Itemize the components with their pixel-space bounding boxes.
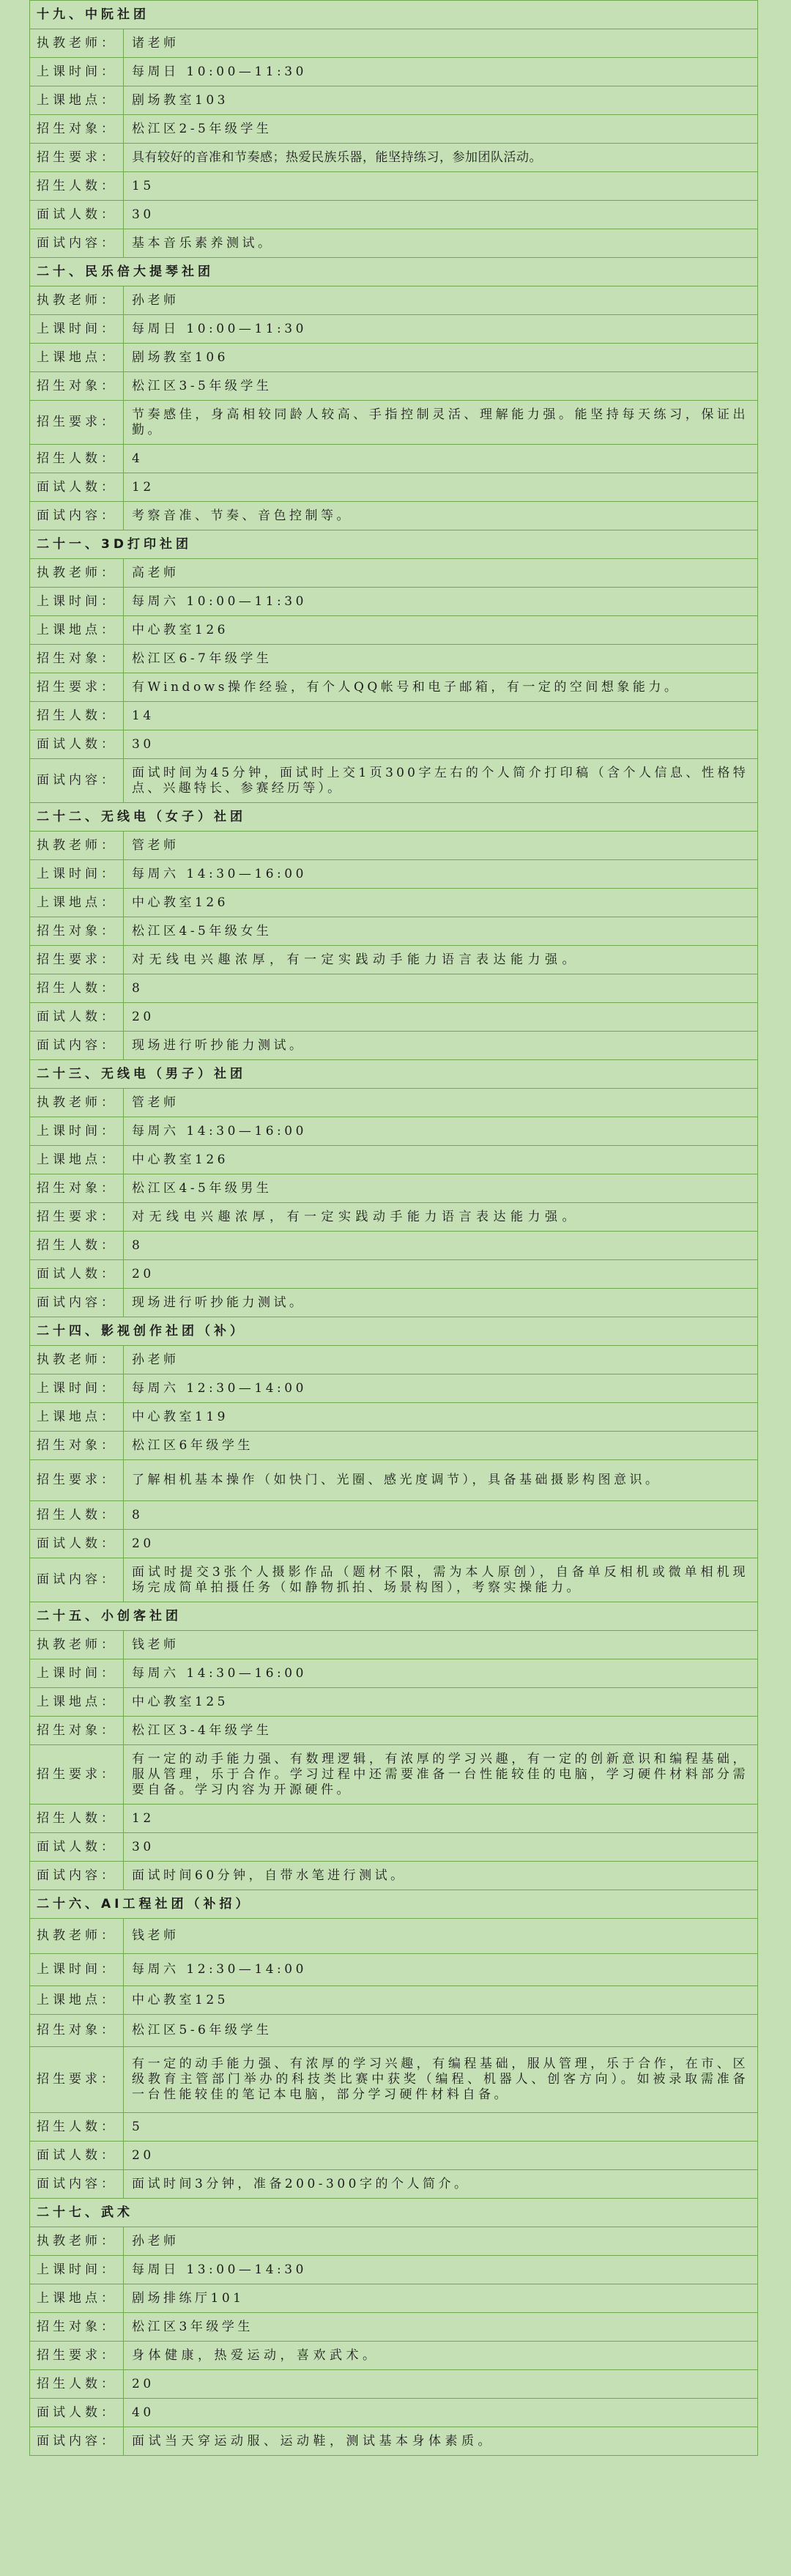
class-time-value: 每周日 10:00—11:30: [124, 58, 758, 86]
class-time-value: 每周六 14:30—16:00: [124, 1659, 758, 1688]
enrollment-target-value: 松江区5-6年级学生: [124, 2015, 758, 2047]
enrollment-requirements-value: 具有较好的音准和节奏感；热爱民族乐器，能坚持练习，参加团队活动。: [124, 144, 758, 172]
table-row: [30, 1558, 758, 1602]
interview-count-value: 12: [124, 473, 758, 502]
section-title: 二十七、武术: [30, 2199, 758, 2227]
teacher-label: 执教老师：: [30, 1631, 124, 1659]
teacher-value: 钱老师: [124, 1631, 758, 1659]
class-location-value: 中心教室126: [124, 889, 758, 917]
class-location-value: 中心教室126: [124, 1146, 758, 1174]
club-listing-table: [29, 0, 758, 2456]
interview-count-value: 20: [124, 1530, 758, 1558]
interview-count-label: 面试人数：: [30, 730, 124, 759]
interview-count-label: 面试人数：: [30, 2142, 124, 2170]
interview-count-value: 20: [124, 1260, 758, 1289]
table-row: [30, 1403, 758, 1432]
enrollment-target-label: 招生对象：: [30, 372, 124, 401]
section-title: 二十一、3D打印社团: [30, 530, 758, 559]
enrollment-requirements-label: 招生要求：: [30, 2047, 124, 2113]
interview-content-value: 面试时提交3张个人摄影作品（题材不限，需为本人原创），自备单反相机或微单相机现场完成简单拍摄任务（如静物抓拍、场景构图），考察实操能力。: [124, 1558, 758, 1602]
table-row: [30, 401, 758, 445]
interview-content-value: 考察音准、节奏、音色控制等。: [124, 502, 758, 530]
interview-count-value: 20: [124, 1003, 758, 1032]
class-location-label: 上课地点：: [30, 1688, 124, 1717]
table-row: [30, 1346, 758, 1374]
table-row: [30, 1146, 758, 1174]
table-row: [30, 1745, 758, 1805]
enrollment-target-label: 招生对象：: [30, 2313, 124, 2342]
table-row: [30, 86, 758, 115]
interview-content-label: 面试内容：: [30, 1032, 124, 1060]
table-row: [30, 1117, 758, 1146]
enrollment-requirements-value: 有一定的动手能力强、有数理逻辑，有浓厚的学习兴趣，有一定的创新意识和编程基础，服从管理，乐于合作。学习过程中还需要准备一台性能较佳的电脑，学习硬件材料部分需要自备。学习内容为开源硬件。: [124, 1745, 758, 1805]
enrollment-count-label: 招生人数：: [30, 702, 124, 730]
section-title: 二十五、小创客社团: [30, 1602, 758, 1631]
table-row: [30, 917, 758, 946]
interview-content-label: 面试内容：: [30, 1558, 124, 1602]
interview-content-label: 面试内容：: [30, 2170, 124, 2199]
table-row: [30, 2284, 758, 2313]
enrollment-target-value: 松江区3年级学生: [124, 2313, 758, 2342]
class-location-value: 剧场教室106: [124, 344, 758, 372]
table-row: [30, 559, 758, 588]
class-time-label: 上课时间：: [30, 860, 124, 889]
table-row: [30, 2427, 758, 2456]
interview-count-label: 面试人数：: [30, 1530, 124, 1558]
table-row: [30, 473, 758, 502]
enrollment-target-label: 招生对象：: [30, 115, 124, 144]
table-row: [30, 286, 758, 315]
table-row: [30, 1833, 758, 1862]
section-title: 二十二、无线电（女子）社团: [30, 803, 758, 832]
table-row: [30, 2015, 758, 2047]
section-header: [30, 1060, 758, 1089]
enrollment-target-value: 松江区4-5年级女生: [124, 917, 758, 946]
table-row: [30, 673, 758, 702]
interview-content-label: 面试内容：: [30, 1862, 124, 1890]
enrollment-count-label: 招生人数：: [30, 1232, 124, 1260]
enrollment-target-value: 松江区6-7年级学生: [124, 645, 758, 673]
table-row: [30, 1432, 758, 1460]
enrollment-target-value: 松江区2-5年级学生: [124, 115, 758, 144]
table-row: [30, 445, 758, 473]
enrollment-count-value: 15: [124, 172, 758, 201]
table-row: [30, 759, 758, 803]
enrollment-count-value: 8: [124, 974, 758, 1003]
enrollment-requirements-value: 了解相机基本操作（如快门、光圈、感光度调节），具备基础摄影构图意识。: [124, 1460, 758, 1501]
table-row: [30, 1717, 758, 1745]
section-header: [30, 1602, 758, 1631]
section-title: 二十、民乐倍大提琴社团: [30, 258, 758, 286]
interview-count-label: 面试人数：: [30, 1833, 124, 1862]
class-time-label: 上课时间：: [30, 1117, 124, 1146]
table-row: [30, 1003, 758, 1032]
class-time-label: 上课时间：: [30, 315, 124, 344]
table-row: [30, 2170, 758, 2199]
class-location-label: 上课地点：: [30, 616, 124, 645]
enrollment-target-label: 招生对象：: [30, 1432, 124, 1460]
enrollment-count-value: 4: [124, 445, 758, 473]
teacher-label: 执教老师：: [30, 832, 124, 860]
enrollment-requirements-value: 对无线电兴趣浓厚，有一定实践动手能力语言表达能力强。: [124, 1203, 758, 1232]
table-row: [30, 1688, 758, 1717]
class-location-value: 中心教室125: [124, 1986, 758, 2015]
enrollment-requirements-value: 对无线电兴趣浓厚，有一定实践动手能力语言表达能力强。: [124, 946, 758, 974]
enrollment-requirements-value: 节奏感佳，身高相较同龄人较高、手指控制灵活、理解能力强。能坚持每天练习，保证出勤。: [124, 401, 758, 445]
interview-content-value: 现场进行听抄能力测试。: [124, 1032, 758, 1060]
enrollment-requirements-label: 招生要求：: [30, 1203, 124, 1232]
table-row: [30, 832, 758, 860]
table-row: [30, 229, 758, 258]
enrollment-requirements-value: 有一定的动手能力强、有浓厚的学习兴趣，有编程基础，服从管理，乐于合作，在市、区级教育主管部门举办的科技类比赛中获奖（编程、机器人、创客方向）。如被录取需准备一台性能较佳的笔记本电脑，部分学习硬件材料自备。: [124, 2047, 758, 2113]
table-row: [30, 889, 758, 917]
section-title: 二十六、AI工程社团（补招）: [30, 1890, 758, 1919]
teacher-label: 执教老师：: [30, 1919, 124, 1954]
table-row: [30, 1501, 758, 1530]
interview-count-value: 30: [124, 730, 758, 759]
table-row: [30, 172, 758, 201]
enrollment-target-value: 松江区4-5年级男生: [124, 1174, 758, 1203]
teacher-label: 执教老师：: [30, 559, 124, 588]
enrollment-requirements-value: 身体健康，热爱运动，喜欢武术。: [124, 2342, 758, 2370]
enrollment-target-value: 松江区6年级学生: [124, 1432, 758, 1460]
table-row: [30, 2256, 758, 2284]
enrollment-target-value: 松江区3-5年级学生: [124, 372, 758, 401]
class-location-label: 上课地点：: [30, 2284, 124, 2313]
table-row: [30, 1919, 758, 1954]
table-row: [30, 2227, 758, 2256]
class-time-value: 每周六 12:30—14:00: [124, 1374, 758, 1403]
table-row: [30, 58, 758, 86]
enrollment-target-value: 松江区3-4年级学生: [124, 1717, 758, 1745]
class-location-label: 上课地点：: [30, 1146, 124, 1174]
section-title: 十九、中阮社团: [30, 1, 758, 29]
table-row: [30, 315, 758, 344]
teacher-value: 孙老师: [124, 2227, 758, 2256]
section-header: [30, 1317, 758, 1346]
table-row: [30, 201, 758, 229]
interview-count-label: 面试人数：: [30, 201, 124, 229]
table-row: [30, 1986, 758, 2015]
interview-content-value: 面试时间60分钟，自带水笔进行测试。: [124, 1862, 758, 1890]
table-row: [30, 2313, 758, 2342]
table-row: [30, 730, 758, 759]
enrollment-requirements-label: 招生要求：: [30, 673, 124, 702]
class-time-value: 每周六 14:30—16:00: [124, 1117, 758, 1146]
section-header: [30, 803, 758, 832]
teacher-value: 孙老师: [124, 1346, 758, 1374]
class-location-value: 中心教室119: [124, 1403, 758, 1432]
enrollment-count-value: 8: [124, 1232, 758, 1260]
section-header: [30, 258, 758, 286]
table-row: [30, 860, 758, 889]
table-row: [30, 29, 758, 58]
section-header: [30, 1, 758, 29]
interview-content-value: 面试时间为45分钟，面试时上交1页300字左右的个人简介打印稿（含个人信息、性格特点、兴趣特长、参赛经历等）。: [124, 759, 758, 803]
table-row: [30, 1631, 758, 1659]
teacher-value: 高老师: [124, 559, 758, 588]
class-location-label: 上课地点：: [30, 344, 124, 372]
table-row: [30, 1289, 758, 1317]
teacher-value: 管老师: [124, 832, 758, 860]
enrollment-requirements-label: 招生要求：: [30, 2342, 124, 2370]
table-row: [30, 1374, 758, 1403]
section-title: 二十三、无线电（男子）社团: [30, 1060, 758, 1089]
table-row: [30, 1260, 758, 1289]
table-row: [30, 1032, 758, 1060]
interview-count-value: 30: [124, 1833, 758, 1862]
table-row: [30, 1460, 758, 1501]
teacher-value: 管老师: [124, 1089, 758, 1117]
table-row: [30, 1174, 758, 1203]
class-location-value: 中心教室126: [124, 616, 758, 645]
class-time-value: 每周日 13:00—14:30: [124, 2256, 758, 2284]
teacher-label: 执教老师：: [30, 286, 124, 315]
interview-count-label: 面试人数：: [30, 473, 124, 502]
table-row: [30, 1659, 758, 1688]
table-row: [30, 502, 758, 530]
interview-content-value: 基本音乐素养测试。: [124, 229, 758, 258]
enrollment-count-label: 招生人数：: [30, 1805, 124, 1833]
enrollment-requirements-label: 招生要求：: [30, 1460, 124, 1501]
table-row: [30, 2142, 758, 2170]
class-time-label: 上课时间：: [30, 58, 124, 86]
teacher-value: 钱老师: [124, 1919, 758, 1954]
interview-count-label: 面试人数：: [30, 1260, 124, 1289]
class-location-value: 中心教室125: [124, 1688, 758, 1717]
class-location-label: 上课地点：: [30, 889, 124, 917]
teacher-label: 执教老师：: [30, 2227, 124, 2256]
class-time-value: 每周六 12:30—14:00: [124, 1954, 758, 1986]
table-row: [30, 1805, 758, 1833]
table-row: [30, 144, 758, 172]
class-time-value: 每周日 10:00—11:30: [124, 315, 758, 344]
enrollment-count-value: 8: [124, 1501, 758, 1530]
enrollment-requirements-label: 招生要求：: [30, 1745, 124, 1805]
class-time-label: 上课时间：: [30, 1374, 124, 1403]
enrollment-target-label: 招生对象：: [30, 2015, 124, 2047]
club-table: [29, 0, 758, 2456]
enrollment-count-label: 招生人数：: [30, 2370, 124, 2399]
table-row: [30, 616, 758, 645]
enrollment-requirements-label: 招生要求：: [30, 144, 124, 172]
teacher-label: 执教老师：: [30, 1089, 124, 1117]
table-row: [30, 372, 758, 401]
interview-count-value: 30: [124, 201, 758, 229]
enrollment-target-label: 招生对象：: [30, 1717, 124, 1745]
teacher-value: 诸老师: [124, 29, 758, 58]
interview-content-label: 面试内容：: [30, 1289, 124, 1317]
enrollment-target-label: 招生对象：: [30, 1174, 124, 1203]
table-row: [30, 1862, 758, 1890]
class-time-label: 上课时间：: [30, 1954, 124, 1986]
class-location-value: 剧场排练厅101: [124, 2284, 758, 2313]
class-location-label: 上课地点：: [30, 86, 124, 115]
interview-count-value: 40: [124, 2399, 758, 2427]
enrollment-count-label: 招生人数：: [30, 172, 124, 201]
table-row: [30, 1954, 758, 1986]
table-row: [30, 702, 758, 730]
enrollment-count-value: 12: [124, 1805, 758, 1833]
table-row: [30, 2399, 758, 2427]
interview-content-label: 面试内容：: [30, 759, 124, 803]
interview-count-label: 面试人数：: [30, 1003, 124, 1032]
section-header: [30, 530, 758, 559]
table-row: [30, 344, 758, 372]
teacher-label: 执教老师：: [30, 1346, 124, 1374]
table-row: [30, 2342, 758, 2370]
teacher-label: 执教老师：: [30, 29, 124, 58]
enrollment-requirements-label: 招生要求：: [30, 401, 124, 445]
enrollment-count-label: 招生人数：: [30, 2113, 124, 2142]
enrollment-target-label: 招生对象：: [30, 645, 124, 673]
class-time-value: 每周六 10:00—11:30: [124, 588, 758, 616]
table-row: [30, 645, 758, 673]
interview-content-label: 面试内容：: [30, 502, 124, 530]
table-row: [30, 588, 758, 616]
section-header: [30, 2199, 758, 2227]
interview-content-value: 面试当天穿运动服、运动鞋，测试基本身体素质。: [124, 2427, 758, 2456]
table-row: [30, 974, 758, 1003]
class-location-value: 剧场教室103: [124, 86, 758, 115]
class-location-label: 上课地点：: [30, 1986, 124, 2015]
table-row: [30, 1203, 758, 1232]
table-row: [30, 2047, 758, 2113]
class-time-label: 上课时间：: [30, 1659, 124, 1688]
table-row: [30, 1232, 758, 1260]
table-row: [30, 2370, 758, 2399]
class-time-value: 每周六 14:30—16:00: [124, 860, 758, 889]
enrollment-count-value: 20: [124, 2370, 758, 2399]
interview-content-value: 现场进行听抄能力测试。: [124, 1289, 758, 1317]
teacher-value: 孙老师: [124, 286, 758, 315]
interview-content-label: 面试内容：: [30, 2427, 124, 2456]
class-time-label: 上课时间：: [30, 588, 124, 616]
enrollment-target-label: 招生对象：: [30, 917, 124, 946]
enrollment-count-label: 招生人数：: [30, 445, 124, 473]
enrollment-requirements-label: 招生要求：: [30, 946, 124, 974]
section-header: [30, 1890, 758, 1919]
class-location-label: 上课地点：: [30, 1403, 124, 1432]
class-time-label: 上课时间：: [30, 2256, 124, 2284]
table-row: [30, 2113, 758, 2142]
interview-content-value: 面试时间3分钟，准备200-300字的个人简介。: [124, 2170, 758, 2199]
enrollment-count-value: 5: [124, 2113, 758, 2142]
enrollment-count-label: 招生人数：: [30, 974, 124, 1003]
interview-content-label: 面试内容：: [30, 229, 124, 258]
enrollment-count-value: 14: [124, 702, 758, 730]
section-title: 二十四、影视创作社团（补）: [30, 1317, 758, 1346]
table-row: [30, 1089, 758, 1117]
table-row: [30, 115, 758, 144]
interview-count-value: 20: [124, 2142, 758, 2170]
table-row: [30, 1530, 758, 1558]
interview-count-label: 面试人数：: [30, 2399, 124, 2427]
enrollment-count-label: 招生人数：: [30, 1501, 124, 1530]
table-row: [30, 946, 758, 974]
enrollment-requirements-value: 有Windows操作经验，有个人QQ帐号和电子邮箱，有一定的空间想象能力。: [124, 673, 758, 702]
